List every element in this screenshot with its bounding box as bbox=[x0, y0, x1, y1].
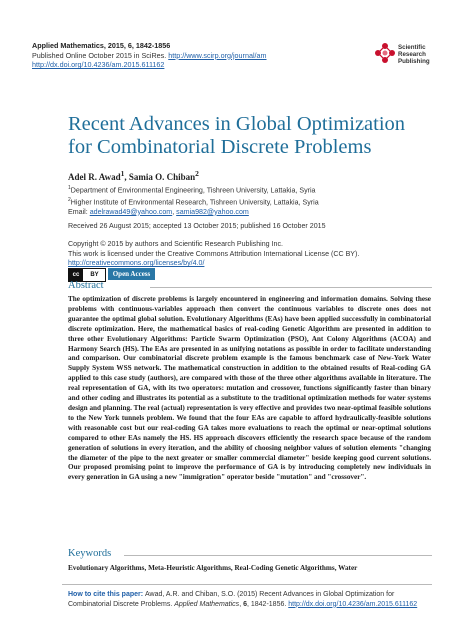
citation-volume: 6 bbox=[243, 600, 247, 608]
citation-doi-link[interactable]: http://dx.doi.org/10.4236/am.2015.611162 bbox=[288, 600, 418, 608]
journal-url-link[interactable]: http://www.scirp.org/journal/am bbox=[168, 50, 267, 60]
publisher-name-line-1: Scientific bbox=[398, 44, 426, 51]
authors bbox=[68, 169, 199, 182]
license-line: This work is licensed under the Creative Commons Attribution International License (CC BY). bbox=[68, 249, 360, 258]
article-dates: Received 26 August 2015; accepted 13 October 2015; published 16 October 2015 bbox=[68, 222, 326, 230]
publisher-name-line-3: Publishing bbox=[398, 58, 430, 66]
abstract-heading: Abstract bbox=[68, 280, 104, 291]
email-link-1[interactable]: adelrawad49@yahoo.com bbox=[89, 207, 173, 216]
email-line bbox=[68, 208, 428, 217]
affiliation-1-text: Department of Environmental Engineering, Tishreen University, Lattakia, Syria bbox=[70, 186, 316, 195]
author-2: Samia O. Chiban bbox=[128, 172, 196, 182]
journal-citation-line: Applied Mathematics, 2015, 6, 1842-1856 bbox=[32, 41, 171, 50]
email-label: Email: bbox=[68, 207, 90, 216]
citation-block bbox=[68, 590, 428, 609]
open-access-badge: Open Access bbox=[108, 268, 155, 280]
doi-link[interactable]: http://dx.doi.org/10.4236/am.2015.611162 bbox=[32, 60, 165, 70]
citation-label: How to cite this paper: bbox=[68, 591, 146, 598]
citation-journal: Applied Mathematics bbox=[174, 600, 240, 608]
keywords-divider bbox=[124, 555, 432, 556]
scirp-logo-icon bbox=[374, 42, 396, 68]
citation-text-b: , bbox=[239, 600, 244, 608]
cc-badge-right: BY bbox=[90, 272, 99, 278]
publisher-name-line-2: Research bbox=[398, 51, 426, 59]
cc-badge-left: cc bbox=[69, 269, 83, 281]
affiliations bbox=[68, 184, 428, 217]
citation-divider bbox=[62, 584, 432, 585]
published-line bbox=[32, 51, 332, 61]
author-1: Adel R. Awad bbox=[68, 172, 121, 182]
email-separator: , bbox=[172, 207, 177, 216]
affiliation-1-mark: 1 bbox=[68, 185, 71, 191]
license-url-link[interactable]: http://creativecommons.org/licenses/by/4.0/ bbox=[68, 259, 205, 268]
affiliation-2-text: Higher Institute of Environmental Research, Tishreen University, Lattakia, Syria bbox=[70, 198, 319, 207]
abstract-text: The optimization of discrete problems is largely encountered in engineering and information domains. Solving these problems with continuous-variables approach then convert the continuous variables to discrete ones does not guarantee the optimal global solution. Evolutionary Algorithms (EAs) have been applied successfully in combinatorial discrete optimization. Here, the mathematical basics of real-coding Genetic Algorithm are presented in addition to three other Evolutionary Algorithms: Particle Swarm Optimization (PSO), Ant Colony Algorithms (ACOA) and Harmony Search (HS). The EAs are presented in as unifying notations as possible in order to facilitate understanding and comparison. Our combinatorial discrete problem example is the famous benchmark case of New-York Water Supply System WSS network. The mathematical construction in addition to the obtained results of Real-coding GA applied to this case study (authors), are compared with those of the three other algorithms available in literature. The real representation of GA, with its two operators: mutation and crossover, functions significantly faster than binary and other coding and illustrates its potential as a substitute to the traditional optimization methods for water systems design and planning. The real (actual) representation is very effective and provides two near-optimal feasible solutions to the New York tunnels problem. We found that the four EAs are capable to afford hydraulically-feasible solutions with reasonable cost but our real-coding GA takes more evaluations to reach the optimal or near-optimal solutions compared to other EAs namely the HS. HS approach discovers efficiently the research space because of the random generation of solutions in every iteration, and the ability of choosing neighbor values of solution elements "changing the diameter of the pipe to the next greater or smaller commercial diameter" beside keeping good current solutions. Our proposed promising point to improve the performance of GA is by introducing completely new individuals in every generation in GA using a new "immigration" operator beside "mutation" and "crossover". bbox=[68, 295, 431, 482]
abstract-divider bbox=[150, 287, 432, 288]
citation-text-c: , 1842-1856. bbox=[246, 600, 289, 608]
publisher-name bbox=[398, 44, 430, 66]
affiliation-1 bbox=[68, 184, 428, 196]
author-1-affil-mark: 1 bbox=[120, 169, 125, 178]
affiliation-2-mark: 2 bbox=[68, 196, 71, 203]
affiliation-2 bbox=[68, 196, 428, 208]
author-2-affil-mark: 2 bbox=[195, 169, 199, 178]
copyright-line: Copyright © 2015 by authors and Scientific Research Publishing Inc. bbox=[68, 240, 284, 248]
publisher-logo bbox=[374, 42, 454, 70]
copyright-block bbox=[68, 240, 428, 269]
published-prefix: Published Online October 2015 in SciRes. bbox=[32, 50, 169, 60]
paper-title: Recent Advances in Global Optimization for Combinatorial Discrete Problems bbox=[68, 113, 406, 158]
citation-text-a: Awad, A.R. and Chiban, S.O. (2015) Recent Advances in Global Optimization for Combinatorial Discrete Problems. bbox=[68, 591, 395, 608]
keywords-text: Evolutionary Algorithms, Meta-Heuristic Algorithms, Real-Coding Genetic Algorithms, Water bbox=[68, 564, 358, 572]
email-link-2[interactable]: samia982@yahoo.com bbox=[176, 207, 249, 216]
author-separator: , bbox=[124, 172, 129, 182]
journal-header bbox=[32, 41, 332, 70]
keywords-heading: Keywords bbox=[68, 548, 112, 559]
